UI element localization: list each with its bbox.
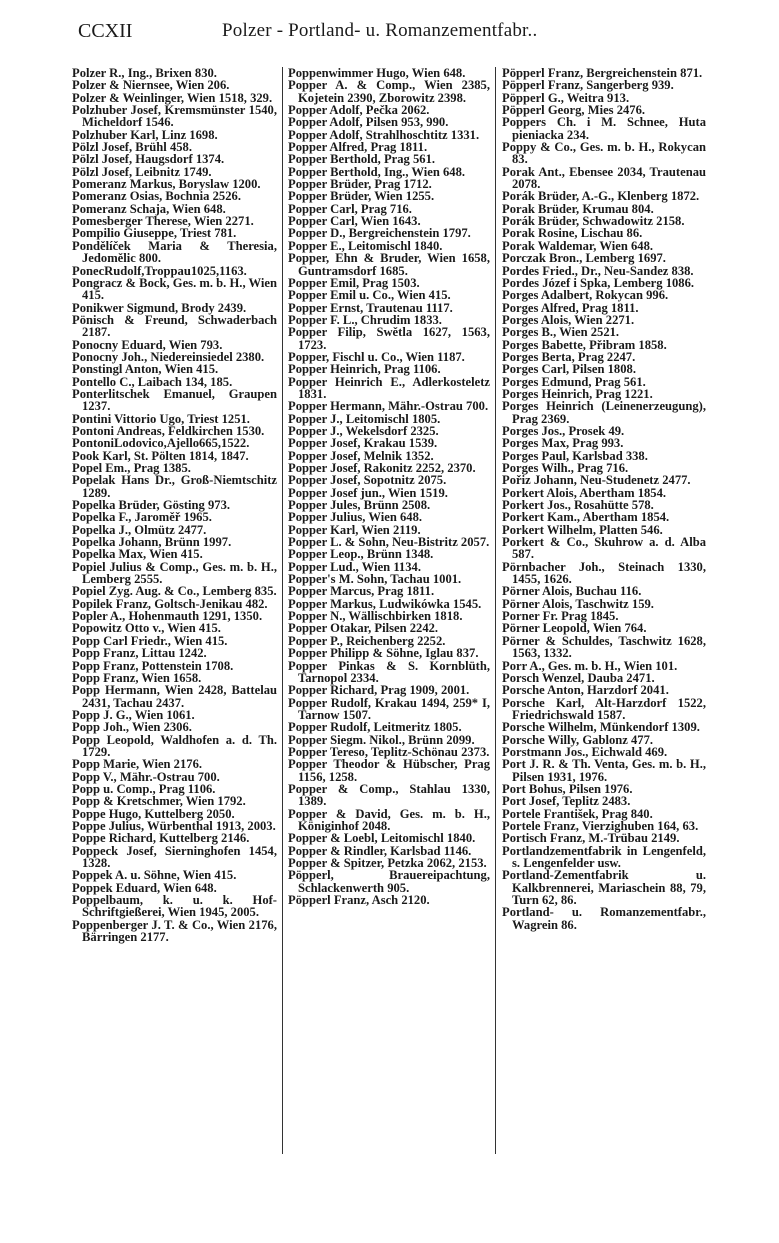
directory-entry: Popper Emil u. Co., Wien 415. xyxy=(288,288,451,303)
directory-entry: Pondělíček Maria & Theresia, Jedomělic 800. xyxy=(72,238,277,266)
directory-entry: Pontini Vittorio Ugo, Triest 1251. xyxy=(72,411,250,426)
directory-entry: Portland-Zementfabrik u. Kalkbrennerei, Mariaschein 88, 79, Turn 62, 86. xyxy=(502,868,706,908)
directory-entry: Popper Heinrich E., Adlerkosteletz 1831. xyxy=(288,374,490,401)
directory-entry: Porges Heinrich (Leinenerzeugung), Prag 2369. xyxy=(502,399,706,426)
directory-entry: Pörner Alois, Buchau 116. xyxy=(502,584,642,599)
directory-entry: Popper Markus, Ludwikówka 1545. xyxy=(288,596,482,611)
directory-entry: Pomeranz Osias, Bochnia 2526. xyxy=(72,189,241,204)
directory-entry: Popper Otakar, Pilsen 2242. xyxy=(288,621,439,636)
directory-entry: Porkert Kam., Abertham 1854. xyxy=(502,510,670,525)
directory-entry: Ponikwer Sigmund, Brody 2439. xyxy=(72,300,247,315)
directory-entry: Popel Em., Prag 1385. xyxy=(72,461,191,475)
directory-entry: Popper Philipp & Söhne, Iglau 837. xyxy=(288,646,479,661)
directory-entry: Porak Ant., Ebensee 2034, Trautenau 2078. xyxy=(502,164,706,192)
directory-entry: Popper Jules, Brünn 2508. xyxy=(288,498,431,513)
directory-entry: Popper Julius, Wien 648. xyxy=(288,510,423,525)
directory-entry: Pöpperl G., Weitra 913. xyxy=(502,90,630,105)
directory-entry: Porges Heinrich, Prag 1221. xyxy=(502,386,653,401)
directory-entry: Portlandzementfabrik in Lengenfeld, s. Lengenfelder usw. xyxy=(502,843,706,870)
directory-entry: Popiel Julius & Comp., Ges. m. b. H., Lemberg 2555. xyxy=(72,559,277,587)
directory-entry: Porsche Anton, Harzdorf 2041. xyxy=(502,683,669,698)
directory-entry: Porges Berta, Prag 2247. xyxy=(502,349,636,364)
directory-entry: Popp & Kretschmer, Wien 1792. xyxy=(72,794,246,809)
directory-entry: Ponterlitschek Emanuel, Graupen 1237. xyxy=(72,386,277,414)
directory-entry: Porges Alfred, Prag 1811. xyxy=(502,300,639,315)
column-1 xyxy=(72,67,277,943)
directory-entry: Porkert Wilhelm, Platten 546. xyxy=(502,522,663,537)
directory-entry: Porges B., Wien 2521. xyxy=(502,325,620,340)
column-divider xyxy=(282,67,283,1154)
directory-entry: Popper J., Leitomischl 1805. xyxy=(288,411,441,426)
directory-entry: Porges Wilh., Prag 716. xyxy=(502,461,629,475)
directory-entry: Popp u. Comp., Prag 1106. xyxy=(72,781,216,796)
directory-entry: Popper & Rindler, Karlsbad 1146. xyxy=(288,843,472,858)
directory-entry: Popper Josef jun., Wien 1519. xyxy=(288,485,448,500)
directory-entry: Popper Lud., Wien 1134. xyxy=(288,559,421,574)
directory-entry: Ponstingl Anton, Wien 415. xyxy=(72,362,219,377)
directory-entry: Popper Adolf, Pilsen 953, 990. xyxy=(288,115,449,130)
directory-entry: Porak Rosine, Lischau 86. xyxy=(502,226,643,241)
directory-entry: Poppe Julius, Würbenthal 1913, 2003. xyxy=(72,818,276,833)
directory-entry: Pongracz & Bock, Ges. m. b. H., Wien 415. xyxy=(72,275,277,303)
directory-entry: Popelka Max, Wien 415. xyxy=(72,547,203,562)
directory-entry: Poppers Ch. i M. Schnee, Huta pieniacka 234. xyxy=(502,115,706,142)
page-header xyxy=(0,20,779,50)
page-number: CCXII xyxy=(78,20,133,42)
directory-entry: Porkert Jos., Rosahütte 578. xyxy=(502,498,654,513)
directory-entry: Poppek Eduard, Wien 648. xyxy=(72,880,217,895)
directory-entry: Polzhuber Josef, Kremsmünster 1540, Micheldorf 1546. xyxy=(72,103,277,130)
directory-entry: Pölzl Josef, Leibnitz 1749. xyxy=(72,164,212,179)
directory-entry: Popp Franz, Pottenstein 1708. xyxy=(72,658,234,673)
directory-entry: Porges Carl, Pilsen 1808. xyxy=(502,362,636,377)
directory-entry: Ponocny Eduard, Wien 793. xyxy=(72,337,223,352)
directory-entry: Porges Babette, Přibram 1858. xyxy=(502,337,667,352)
directory-entry: Polzer & Weinlinger, Wien 1518, 329. xyxy=(72,90,273,105)
directory-entry: Pomeranz Markus, Boryslaw 1200. xyxy=(72,177,261,192)
directory-entry: Poppeck Josef, Sierninghofen 1454, 1328. xyxy=(72,843,277,870)
directory-entry: Porsche Karl, Alt-Harzdorf 1522, Friedrichswald 1587. xyxy=(502,695,706,722)
directory-entry: PonecRudolf,Troppau1025,1163. xyxy=(72,263,247,278)
directory-entry: Popper Josef, Krakau 1539. xyxy=(288,436,438,451)
directory-entry: Porstmann Jos., Eichwald 469. xyxy=(502,744,668,759)
directory-entry: Popp V., Mähr.-Ostrau 700. xyxy=(72,769,220,784)
directory-entry: Pook Karl, St. Pölten 1814, 1847. xyxy=(72,448,249,463)
directory-entry: Pompilio Giuseppe, Triest 781. xyxy=(72,226,237,241)
directory-entry: Popper, Ehn & Bruder, Wien 1658, Guntramsdorf 1685. xyxy=(288,251,490,278)
directory-entry: Pomesberger Therese, Wien 2271. xyxy=(72,214,254,229)
directory-entry: Popp Leopold, Waldhofen a. d. Th. 1729. xyxy=(72,732,277,759)
directory-entry: Popowitz Otto v., Wien 415. xyxy=(72,621,221,636)
directory-entry: Popper Alfred, Prag 1811. xyxy=(288,140,428,155)
directory-entry: Popper & David, Ges. m. b. H., Königinhof 2048. xyxy=(288,806,490,833)
directory-entry: Popp Hermann, Wien 2428, Battelau 2431, Tachau 2437. xyxy=(72,683,277,710)
directory-entry: Porák Brüder, Schwadowitz 2158. xyxy=(502,214,685,229)
directory-entry: Popper Pinkas & S. Kornblüth, Tarnopol 2334. xyxy=(288,658,490,685)
directory-entry: Port Josef, Teplitz 2483. xyxy=(502,794,631,809)
directory-entry: Popper Brüder, Wien 1255. xyxy=(288,189,435,204)
directory-entry: Popper Marcus, Prag 1811. xyxy=(288,584,435,599)
directory-entry: Popper Karl, Wien 2119. xyxy=(288,522,421,537)
directory-entry: Popper J., Wekelsdorf 2325. xyxy=(288,423,439,438)
directory-entry: Poppenwimmer Hugo, Wien 648. xyxy=(288,66,466,80)
directory-entry: Popper E., Leitomischl 1840. xyxy=(288,238,443,253)
directory-entry: Pöpperl Franz, Asch 2120. xyxy=(288,893,430,908)
directory-entry: Popp Franz, Littau 1242. xyxy=(72,646,207,661)
directory-entry: Popper, Fischl u. Co., Wien 1187. xyxy=(288,349,465,364)
directory-entry: Popper Tereso, Teplitz-Schönau 2373. xyxy=(288,744,490,759)
directory-entry: Popiel Zyg. Aug. & Co., Lemberg 835. xyxy=(72,584,277,599)
directory-entry: Popper Adolf, Pečka 2062. xyxy=(288,103,430,118)
directory-entry: Popper Berthold, Prag 561. xyxy=(288,152,436,167)
directory-entry: Pontoni Andreas, Feldkirchen 1530. xyxy=(72,423,265,438)
directory-entry: Pordes Józef i Spka, Lemberg 1086. xyxy=(502,275,695,290)
directory-entry: Popp Carl Friedr., Wien 415. xyxy=(72,633,228,648)
directory-entry: Pöpperl, Brauereipachtung, Schlackenwerth 905. xyxy=(288,868,490,895)
directory-entry: Pöpperl Franz, Bergreichenstein 871. xyxy=(502,66,703,80)
directory-entry: Popper Heinrich, Prag 1106. xyxy=(288,362,441,377)
directory-entry: Polzhuber Karl, Linz 1698. xyxy=(72,127,218,142)
directory-entry: Popper & Spitzer, Petzka 2062, 2153. xyxy=(288,856,487,870)
directory-entry: Port Bohus, Pilsen 1976. xyxy=(502,781,633,796)
directory-entry: Pöpperl Georg, Mies 2476. xyxy=(502,103,646,118)
directory-entry: Porkert Alois, Abertham 1854. xyxy=(502,485,667,500)
directory-entry: Polzer & Niernsee, Wien 206. xyxy=(72,78,230,93)
directory-entry: Popper Carl, Wien 1643. xyxy=(288,214,421,229)
directory-entry: Portele Franz, Vierzighuben 164, 63. xyxy=(502,818,699,833)
directory-entry: Portland- u. Romanzementfabr., Wagrein 86. xyxy=(502,905,706,932)
directory-entry: Pölzl Josef, Brühl 458. xyxy=(72,140,192,155)
directory-entry: Popelak Hans Dr., Groß-Niemtschitz 1289. xyxy=(72,473,277,500)
directory-entry: Popper Rudolf, Leitmeritz 1805. xyxy=(288,720,462,735)
directory-entry: Polzer R., Ing., Brixen 830. xyxy=(72,66,217,80)
directory-entry: Poppek A. u. Söhne, Wien 415. xyxy=(72,868,237,883)
directory-entry: Popper A. & Comp., Wien 2385, Kojetein 2390, Zborowitz 2398. xyxy=(288,78,490,105)
directory-entry: Porner Fr. Prag 1845. xyxy=(502,609,619,624)
directory-entry: Pordes Fried., Dr., Neu-Sandez 838. xyxy=(502,263,694,278)
directory-entry: Poppe Richard, Kuttelberg 2146. xyxy=(72,831,250,846)
directory-entry: Pomeranz Schaja, Wien 648. xyxy=(72,201,226,216)
directory-entry: Popper Siegm. Nikol., Brünn 2099. xyxy=(288,732,475,747)
directory-entry: Popper Filip, Swětla 1627, 1563, 1723. xyxy=(288,325,490,352)
directory-entry: Pörner Alois, Taschwitz 159. xyxy=(502,596,654,611)
directory-entry: Popelka J., Olmütz 2477. xyxy=(72,522,207,537)
directory-entry: Popper L. & Sohn, Neu-Bistritz 2057. xyxy=(288,535,490,550)
directory-entry: Poppelbaum, k. u. k. Hof-Schriftgießerei, Wien 1945, 2005. xyxy=(72,893,277,920)
directory-entry: Porak Brüder, Krumau 804. xyxy=(502,201,654,216)
directory-entry: Popler A., Hohenmauth 1291, 1350. xyxy=(72,609,263,624)
directory-entry: Popper Berthold, Ing., Wien 648. xyxy=(288,164,466,179)
directory-entry: Porkert & Co., Skuhrow a. d. Alba 587. xyxy=(502,535,706,562)
directory-entry: Popper P., Reichenberg 2252. xyxy=(288,633,446,648)
directory-entry: Porges Adalbert, Rokycan 996. xyxy=(502,288,669,303)
directory-entry: Popper Ernst, Trautenau 1117. xyxy=(288,300,453,315)
running-title: Polzer - Portland- u. Romanzementfabr.. xyxy=(222,20,538,41)
directory-entry: Pörner Leopold, Wien 764. xyxy=(502,621,647,636)
directory-entry: Popper's M. Sohn, Tachau 1001. xyxy=(288,572,462,587)
directory-entry: Popp Marie, Wien 2176. xyxy=(72,757,203,772)
directory-entry: Porsche Willy, Gablonz 477. xyxy=(502,732,654,747)
directory-entry: Popper Josef, Rakonitz 2252, 2370. xyxy=(288,461,476,475)
directory-entry: Poppy & Co., Ges. m. b. H., Rokycan 83. xyxy=(502,140,706,167)
directory-entry: Port J. R. & Th. Venta, Ges. m. b. H., Pilsen 1931, 1976. xyxy=(502,757,706,784)
directory-entry: Pörnbacher Joh., Steinach 1330, 1455, 1626. xyxy=(502,559,706,587)
directory-entry: Porczak Bron., Lemberg 1697. xyxy=(502,251,666,266)
directory-entry: Porges Jos., Prosek 49. xyxy=(502,423,625,438)
directory-entry: Popper F. L., Chrudim 1833. xyxy=(288,312,442,327)
directory-entry: Porges Edmund, Prag 561. xyxy=(502,374,646,389)
directory-entry: Popper Adolf, Strahlhoschtitz 1331. xyxy=(288,127,480,142)
directory-entry: PontoniLodovico,Ajello665,1522. xyxy=(72,436,250,451)
directory-entry: Popelka Johann, Brünn 1997. xyxy=(72,535,232,550)
directory-entry: Porr A., Ges. m. b. H., Wien 101. xyxy=(502,658,678,673)
column-3 xyxy=(502,67,706,931)
directory-entry: Popp Franz, Wien 1658. xyxy=(72,670,202,685)
directory-entry: Popper Josef, Sopotnitz 2075. xyxy=(288,473,447,488)
directory-entry: Ponocny Joh., Niedereinsiedel 2380. xyxy=(72,349,265,364)
directory-entry: Pontello C., Laibach 134, 185. xyxy=(72,374,233,389)
directory-entry: Popper Rudolf, Krakau 1494, 259* I, Tarnow 1507. xyxy=(288,695,490,722)
directory-entry: Pörner & Schuldes, Taschwitz 1628, 1563, 1332. xyxy=(502,633,706,661)
column-divider xyxy=(495,67,496,1154)
directory-entry: Popper Emil, Prag 1503. xyxy=(288,275,420,290)
directory-entry: Popper & Loebl, Leitomischl 1840. xyxy=(288,831,476,846)
directory-entry: Poppenberger J. T. & Co., Wien 2176, Bärringen 2177. xyxy=(72,917,277,945)
directory-entry: Popelka F., Jaroměř 1965. xyxy=(72,510,212,525)
directory-entry: Porsche Wilhelm, Münkendorf 1309. xyxy=(502,720,700,735)
directory-entry: Popper Brüder, Prag 1712. xyxy=(288,177,432,192)
directory-entry: Popper N., Wällischbirken 1818. xyxy=(288,609,463,624)
directory-entry: Popelka Brüder, Gösting 973. xyxy=(72,498,231,513)
directory-entry: Portele František, Prag 840. xyxy=(502,806,653,821)
directory-entry: Popp J. G., Wien 1061. xyxy=(72,707,195,722)
directory-entry: Popper Theodor & Hübscher, Prag 1156, 1258. xyxy=(288,757,490,784)
directory-entry: Pönisch & Freund, Schwaderbach 2187. xyxy=(72,312,277,340)
directory-entry: Popper & Comp., Stahlau 1330, 1389. xyxy=(288,781,490,809)
directory-entry: Pořiz Johann, Neu-Studenetz 2477. xyxy=(502,473,691,488)
directory-entry: Popper Richard, Prag 1909, 2001. xyxy=(288,683,470,698)
directory-entry: Popilek Franz, Goltsch-Jenikau 482. xyxy=(72,596,268,611)
directory-entry: Porak Waldemar, Wien 648. xyxy=(502,238,654,253)
directory-entry: Popper Carl, Prag 716. xyxy=(288,201,412,216)
directory-entry: Pöpperl Franz, Sangerberg 939. xyxy=(502,78,674,93)
directory-entry: Porsch Wenzel, Dauba 2471. xyxy=(502,670,655,685)
directory-entry: Porges Alois, Wien 2271. xyxy=(502,312,635,327)
directory-entry: Portisch Franz, M.-Trübau 2149. xyxy=(502,831,680,846)
directory-entry: Porges Max, Prag 993. xyxy=(502,436,624,451)
directory-entry: Poppe Hugo, Kuttelberg 2050. xyxy=(72,806,235,821)
column-2 xyxy=(288,67,490,906)
directory-entry: Popper Leop., Brünn 1348. xyxy=(288,547,434,562)
directory-entry: Porák Brüder, A.-G., Klenberg 1872. xyxy=(502,189,700,204)
directory-entry: Popper D., Bergreichenstein 1797. xyxy=(288,226,471,241)
directory-entry: Popper Josef, Melnik 1352. xyxy=(288,448,434,463)
directory-entry: Popper Hermann, Mähr.-Ostrau 700. xyxy=(288,399,489,414)
directory-entry: Popp Joh., Wien 2306. xyxy=(72,720,192,735)
directory-entry: Porges Paul, Karlsbad 338. xyxy=(502,448,648,463)
directory-entry: Pölzl Josef, Haugsdorf 1374. xyxy=(72,152,225,167)
